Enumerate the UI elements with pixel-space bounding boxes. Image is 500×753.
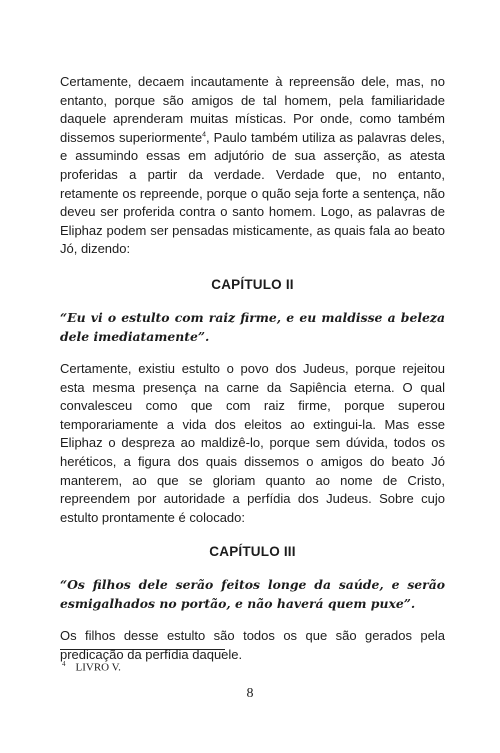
chapter-heading-2: CAPÍTULO II [211,276,294,292]
paragraph-intro-text-a: Certamente, decaem incautamente à repreensão dele, mas, no entanto, porque são amigos de tal homem, pela familiaridade daquele aprenderam muitas místicas. Por onde, como também dissemos superiormente [60,74,445,145]
footnote-text: LIVRO V. [75,661,121,674]
footnote-divider [60,649,225,650]
paragraph-intro [60,73,445,259]
page-body [60,73,445,664]
chapter-heading-3: CAPÍTULO III [209,544,296,560]
paragraph-commentary-1: Certamente, existiu estulto o povo dos Judeus, porque rejeitou esta mesma presença na carne da Sapiência eterna. O qual convalesceu como que com raiz firme, porque superou temporariamente a vida dos eleitos ao extingui-la. Mas esse Eliphaz o despreza ao maldizê-lo, porque sem dúvida, todos os heréticos, a figura dos quais dissemos o amigos do beato Jó manterem, ao que se gloriam quanto ao nome de Cristo, repreendem por autoridade a perfídia dos Judeus. Sobre cujo estulto prontamente é colocado: [60,360,445,525]
footnote-number: 4 [62,660,66,668]
paragraph-commentary-2: Os filhos desse estulto são todos os que são gerados pela predicação da perfídia daquele. [60,628,445,662]
paragraph-intro-text-b: , Paulo também utiliza as palavras deles, e assumindo essas em adjutório de sua asserção, as atesta proferidas a partir da verdade. Verdade que, no entanto, retamente os repreende, porque o quão seja forte a sentença, não deveu ser proferida contra o santo homem. Logo, as palavras de Eliphaz podem ser pensadas misticamente, as quais fala ao beato Jó, dizendo: [60,129,445,257]
scripture-quote-2: “Os filhos dele serão feitos longe da saúde, e serão esmigalhados no portão, e não haverá quem puxe”. [60,577,445,612]
footnote-reference: 4 [202,131,206,139]
scripture-quote-1: “Eu vi o estulto com raiz firme, e eu maldisse a beleza dele imediatamente”. [60,309,445,344]
page-number: 8 [246,686,254,701]
footnote [60,660,121,674]
